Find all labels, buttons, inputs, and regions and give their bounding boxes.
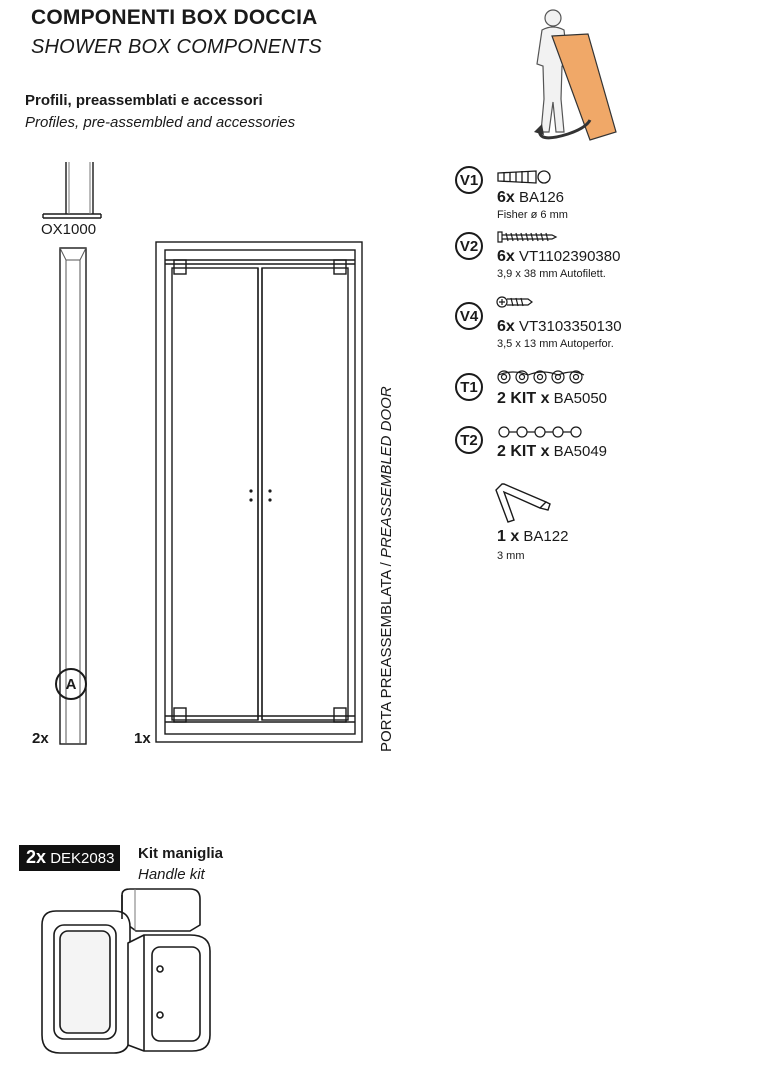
- section-title: Profili, preassemblati e accessori: [25, 92, 263, 109]
- door-qty: 1x: [134, 730, 151, 747]
- part-badge: V4: [455, 302, 483, 330]
- profile-badge: A: [55, 668, 87, 700]
- screw-caps-icon: [496, 369, 592, 385]
- part-badge: V1: [455, 166, 483, 194]
- part-desc: 3,9 x 38 mm Autofilett.: [497, 268, 606, 280]
- handle-kit-title: Kit maniglia: [138, 845, 224, 862]
- profile-qty: 2x: [32, 730, 49, 747]
- part-badge: T1: [455, 373, 483, 401]
- screw-short-icon: [496, 294, 536, 310]
- handle-kit-code-box: 2x DEK2083: [19, 845, 120, 871]
- part-desc: Fisher ø 6 mm: [497, 209, 568, 221]
- handle-kit-subtitle: Handle kit: [138, 866, 205, 883]
- part-desc: 3,5 x 13 mm Autoperfor.: [497, 338, 614, 350]
- section-subtitle: Profiles, pre-assembled and accessories: [25, 114, 296, 131]
- profile-section-icon: [42, 162, 102, 222]
- part-line: 6x VT3103350130: [497, 318, 622, 335]
- page-subtitle: SHOWER BOX COMPONENTS: [31, 36, 322, 58]
- person-carrying-panel-icon: [528, 4, 618, 144]
- handle-kit-drawing: [40, 885, 220, 1065]
- part-line: 6x VT1102390380: [497, 248, 621, 265]
- allen-key-icon: [492, 482, 552, 526]
- part-line: 2 KIT x BA5050: [497, 390, 608, 407]
- part-desc: 3 mm: [497, 550, 525, 562]
- door-label: PORTA PREASSEMBLATA / PREASSEMBLED DOOR: [378, 386, 395, 752]
- page-title: COMPONENTI BOX DOCCIA: [31, 6, 318, 29]
- screw-caps-icon: [496, 424, 592, 440]
- part-line: 2 KIT x BA5049: [497, 443, 608, 460]
- wall-plug-icon: [496, 167, 556, 187]
- part-badge: T2: [455, 426, 483, 454]
- part-line: 1 x BA122: [497, 528, 569, 545]
- part-line: 6x BA126: [497, 189, 565, 206]
- door-drawing: [150, 238, 370, 748]
- part-badge: V2: [455, 232, 483, 260]
- screw-long-icon: [496, 230, 558, 244]
- profile-code: OX1000: [41, 221, 97, 238]
